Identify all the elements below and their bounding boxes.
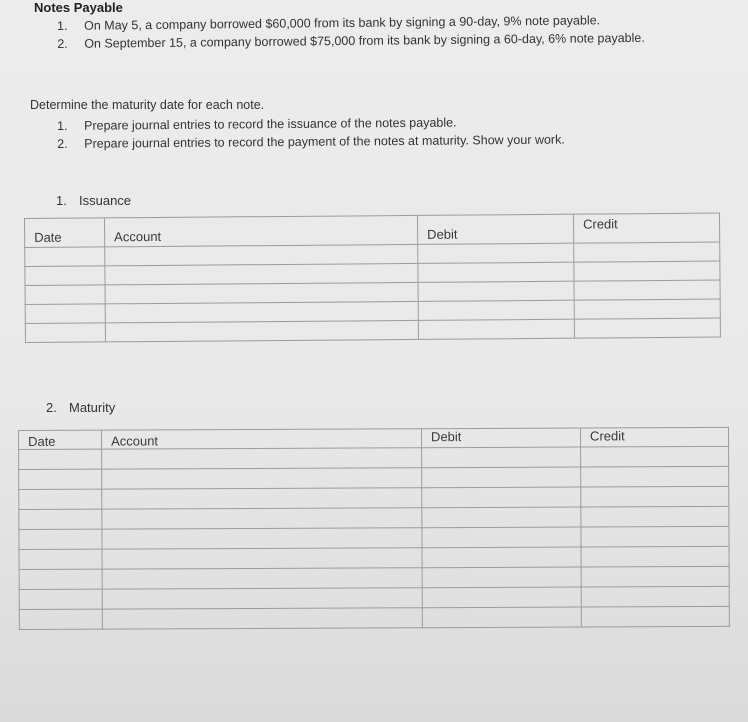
cell[interactable] (418, 262, 574, 282)
cell[interactable] (422, 587, 581, 608)
header-credit: Credit (573, 213, 719, 243)
cell[interactable] (574, 242, 720, 262)
cell[interactable] (418, 243, 574, 263)
header-account: Account (102, 429, 422, 449)
cell[interactable] (581, 446, 729, 467)
cell[interactable] (19, 569, 102, 589)
list-text: On September 15, a company borrowed $75,000 from its bank by signing a 60-day, 6% note payable. (84, 30, 645, 51)
cell[interactable] (19, 549, 102, 569)
header-credit: Credit (580, 427, 728, 447)
cell[interactable] (105, 263, 418, 284)
cell[interactable] (19, 609, 102, 629)
cell[interactable] (19, 489, 102, 509)
cell[interactable] (418, 319, 574, 339)
cell[interactable] (581, 606, 729, 627)
list-number: 1. (57, 18, 68, 33)
cell[interactable] (581, 486, 729, 507)
cell[interactable] (422, 467, 581, 488)
cell[interactable] (581, 586, 729, 607)
cell[interactable] (102, 588, 422, 609)
cell[interactable] (105, 301, 418, 322)
maturity-heading: 2. Maturity (46, 400, 116, 415)
scenario-list (57, 10, 697, 53)
header-account: Account (105, 215, 418, 246)
issuance-journal-table (24, 213, 721, 343)
page-title: Notes Payable (34, 0, 123, 15)
cell[interactable] (574, 318, 720, 338)
cell[interactable] (19, 449, 102, 469)
cell[interactable] (581, 546, 729, 567)
table-row (19, 606, 729, 629)
cell[interactable] (581, 466, 729, 487)
list-number: 2. (57, 36, 68, 51)
cell[interactable] (102, 528, 422, 549)
cell[interactable] (581, 566, 729, 587)
cell[interactable] (102, 608, 422, 629)
cell[interactable] (25, 266, 105, 286)
cell[interactable] (422, 487, 581, 508)
table-row (25, 318, 720, 342)
header-debit: Debit (417, 214, 573, 244)
cell[interactable] (422, 507, 581, 528)
cell[interactable] (25, 304, 105, 324)
cell[interactable] (422, 607, 581, 628)
cell[interactable] (25, 323, 105, 343)
cell[interactable] (581, 526, 729, 547)
task-list (57, 111, 697, 153)
cell[interactable] (105, 244, 418, 265)
cell[interactable] (574, 280, 720, 300)
cell[interactable] (102, 568, 422, 589)
cell[interactable] (102, 468, 422, 489)
cell[interactable] (418, 281, 574, 301)
cell[interactable] (102, 488, 422, 509)
cell[interactable] (422, 447, 581, 468)
list-text: Prepare journal entries to record the issuance of the notes payable. (84, 115, 457, 133)
cell[interactable] (25, 285, 105, 305)
cell[interactable] (25, 247, 105, 267)
cell[interactable] (105, 282, 418, 303)
header-debit: Debit (421, 428, 580, 448)
cell[interactable] (422, 527, 581, 548)
cell[interactable] (19, 529, 102, 549)
list-number: 2. (57, 136, 68, 151)
header-date: Date (19, 430, 102, 449)
cell[interactable] (102, 508, 422, 529)
issuance-heading: 1. Issuance (56, 193, 132, 208)
cell[interactable] (418, 300, 574, 320)
cell[interactable] (422, 567, 581, 588)
header-date: Date (25, 218, 105, 248)
list-text: On May 5, a company borrowed $60,000 from its bank by signing a 90-day, 9% note payable. (84, 13, 601, 33)
cell[interactable] (581, 506, 729, 527)
instruction-text: Determine the maturity date for each note. (30, 98, 265, 112)
cell[interactable] (19, 589, 102, 609)
cell[interactable] (102, 448, 422, 469)
cell[interactable] (574, 299, 720, 319)
cell[interactable] (102, 548, 422, 569)
cell[interactable] (105, 320, 418, 341)
maturity-journal-table (18, 427, 730, 630)
list-text: Prepare journal entries to record the payment of the notes at maturity. Show your work. (84, 132, 565, 151)
cell[interactable] (422, 547, 581, 568)
list-number: 1. (57, 118, 68, 133)
cell[interactable] (19, 469, 102, 489)
cell[interactable] (574, 261, 720, 281)
cell[interactable] (19, 509, 102, 529)
